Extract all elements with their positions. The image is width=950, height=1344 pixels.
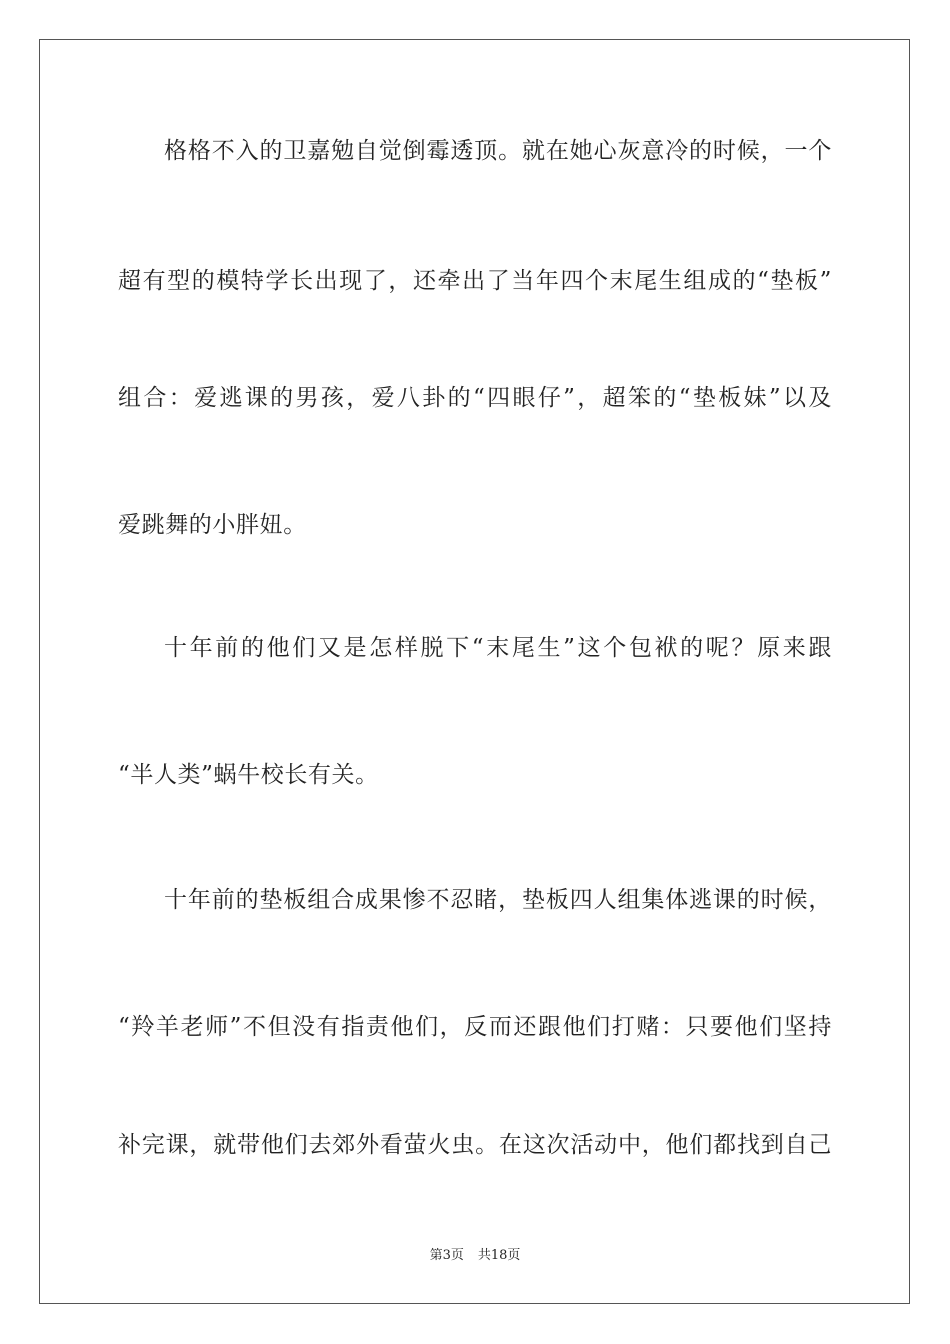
text-line: 十年前的他们又是怎样脱下“末尾生”这个包袱的呢？原来跟 xyxy=(164,635,832,661)
text-line: “羚羊老师”不但没有指责他们，反而还跟他们打赌：只要他们坚持 xyxy=(118,1014,832,1040)
page-footer xyxy=(0,1247,950,1265)
text-line: 组合：爱逃课的男孩，爱八卦的“四眼仔”，超笨的“垫板妹”以及 xyxy=(118,385,832,411)
text-line: 爱跳舞的小胖妞。 xyxy=(118,512,307,538)
page-border xyxy=(39,39,910,1304)
text-line: “半人类”蜗牛校长有关。 xyxy=(118,762,379,788)
text-line: 补完课，就带他们去郊外看萤火虫。在这次活动中，他们都找到自己 xyxy=(118,1132,832,1158)
text-line: 十年前的垫板组合成果惨不忍睹，垫板四人组集体逃课的时候， xyxy=(164,887,832,913)
text-line: 超有型的模特学长出现了，还牵出了当年四个末尾生组成的“垫板” xyxy=(118,268,832,294)
text-line: 格格不入的卫嘉勉自觉倒霉透顶。就在她心灰意冷的时候，一个 xyxy=(164,138,832,164)
page-total: 共18页 xyxy=(477,1248,521,1263)
page-number: 第3页 xyxy=(429,1248,464,1263)
